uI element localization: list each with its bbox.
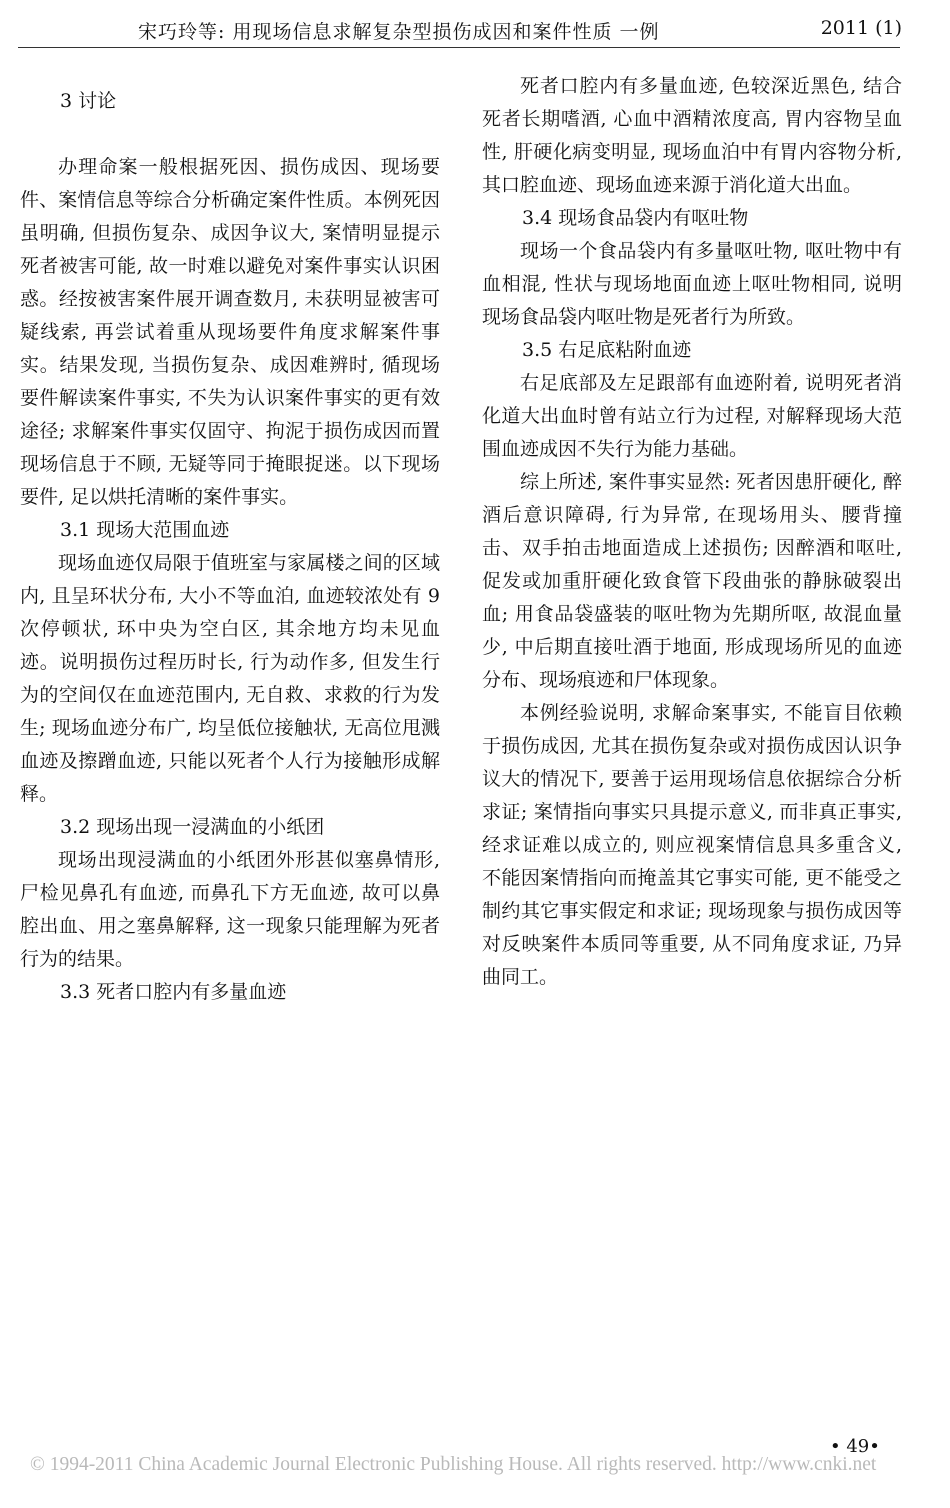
subsection-heading-3-3: 3.3 死者口腔内有多量血迹: [60, 981, 287, 1003]
subsection-text-3-3: 死者口腔内有多量血迹, 色较深近黑色, 结合死者长期嗜酒, 心血中酒精浓度高, 胃内容物呈血性, 肝硬化病变明显, 现场血泊中有胃内容物分析, 其口腔血迹、现场血迹来源于消化道大出血。: [482, 75, 902, 196]
header-rule: [18, 47, 900, 48]
section-heading: 3 讨论: [60, 90, 117, 112]
subsection-heading-3-1: 3.1 现场大范围血迹: [60, 519, 230, 541]
subsection-heading-3-5: 3.5 右足底粘附血迹: [522, 339, 692, 361]
subsection-text-3-1: 现场血迹仅局限于值班室与家属楼之间的区域内, 且呈环状分布, 大小不等血泊, 血迹较浓处有 9次停顿状, 环中央为空白区, 其余地方均未见血迹。说明损伤过程历时长, 行为动作多, 但发生行为的空间仅在血迹范围内, 无自救、求救的行为发生; 现场血迹分布广, 均呈低位接触状, 无高位甩溅血迹及擦蹭血迹, 只能以死者个人行为接触形成解释。: [20, 552, 440, 805]
intro-paragraph: 办理命案一般根据死因、损伤成因、现场要件、案情信息等综合分析确定案件性质。本例死因虽明确, 但损伤复杂、成因争议大, 案情明显提示死者被害可能, 故一时难以避免对案件事实认识困惑。经按被害案件展开调查数月, 未获明显被害可疑线索, 再尝试着重从现场要件角度求解案件事实。结果发现, 当损伤复杂、成因难辨时, 循现场要件解读案件事实, 不失为认识案件事实的更有效途径; 求解案件事实仅固守、拘泥于损伤成因而置现场信息于不顾, 无疑等同于掩眼捉迷。以下现场要件, 足以烘托清晰的案件事实。: [20, 156, 440, 508]
subsection-text-3-4: 现场一个食品袋内有多量呕吐物, 呕吐物中有血相混, 性状与现场地面血迹上呕吐物相同, 说明现场食品袋内呕吐物是死者行为所致。: [482, 240, 902, 328]
issue-number: 2011 (1): [820, 17, 902, 39]
subsection-heading-3-4: 3.4 现场食品袋内有呕吐物: [522, 207, 749, 229]
copyright-notice: © 1994-2011 China Academic Journal Electronic Publishing House. All rights reserved. http://www.cnki.net: [30, 1454, 877, 1475]
subsection-text-3-2: 现场出现浸满血的小纸团外形甚似塞鼻情形, 尸检见鼻孔有血迹, 而鼻孔下方无血迹, 故可以鼻腔出血、用之塞鼻解释, 这一现象只能理解为死者行为的结果。: [20, 849, 440, 970]
page-number: • 49•: [830, 1436, 880, 1457]
subsection-heading-3-2: 3.2 现场出现一浸满血的小纸团: [60, 816, 325, 838]
right-column: [482, 70, 902, 994]
lesson-paragraph: 本例经验说明, 求解命案事实, 不能盲目依赖于损伤成因, 尤其在损伤复杂或对损伤成因认识争议大的情况下, 要善于运用现场信息依据综合分析求证; 案情指向事实只具提示意义, 而非真正事实, 经求证难以成立的, 则应视案情信息具多重含义, 不能因案情指向而掩盖其它事实可能, 更不能受之制约其它事实假定和求证; 现场现象与损伤成因等对反映案件本质同等重要, 从不同角度求证, 乃异曲同工。: [482, 702, 902, 988]
subsection-text-3-5: 右足底部及左足跟部有血迹附着, 说明死者消化道大出血时曾有站立行为过程, 对解释现场大范围血迹成因不失行为能力基础。: [482, 372, 902, 460]
conclusion-paragraph: 综上所述, 案件事实显然: 死者因患肝硬化, 醉酒后意识障碍, 行为异常, 在现场用头、腰背撞击、双手拍击地面造成上述损伤; 因醉酒和呕吐, 促发或加重肝硬化致食管下段曲张的静脉破裂出血; 用食品袋盛装的呕吐物为先期所呕, 故混血量少, 中后期直接吐酒于地面, 形成现场所见的血迹分布、现场痕迹和尸体现象。: [482, 471, 902, 691]
running-title: 宋巧玲等: 用现场信息求解复杂型损伤成因和案件性质 一例: [138, 21, 660, 43]
left-column: [20, 70, 440, 1009]
